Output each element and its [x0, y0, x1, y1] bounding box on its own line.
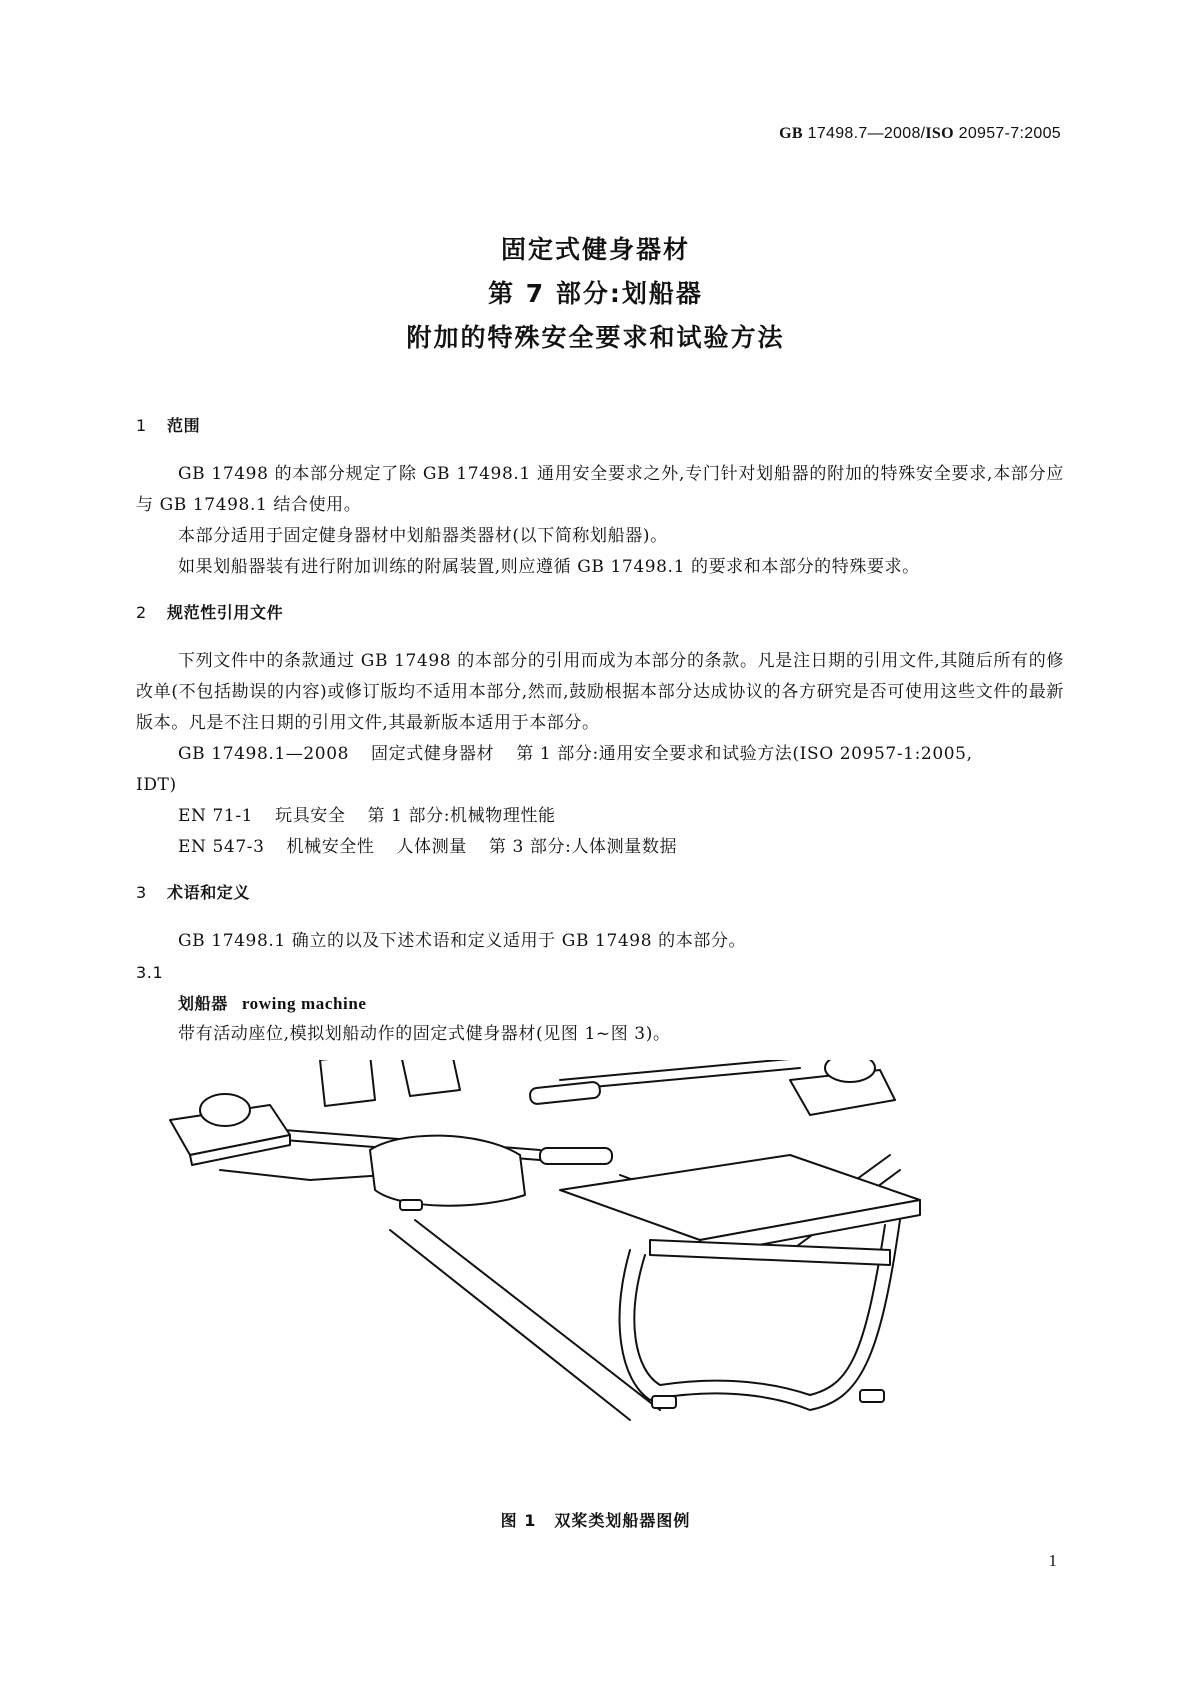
document-title — [0, 228, 1191, 360]
reference-en-547-3 — [136, 832, 1064, 863]
seat — [560, 1155, 920, 1240]
term-definition: 带有活动座位,模拟划船动作的固定式健身器材(见图 1~图 3)。 — [178, 1024, 671, 1044]
frame-rail — [390, 1230, 630, 1420]
section-3-paragraph-1: GB 17498.1 确立的以及下述术语和定义适用于 GB 17498 的本部分。 — [178, 931, 747, 951]
document-code — [779, 125, 1061, 143]
document-body — [136, 410, 1064, 1050]
right-footrest — [400, 1060, 460, 1096]
section-1-paragraph-3: 如果划船器装有进行附加训练的附属装置,则应遵循 GB 17498.1 的要求和本部分的特殊要求。 — [178, 557, 920, 577]
section-2-title: 规范性引用文件 — [167, 603, 284, 622]
title-line-2: 第 7 部分:划船器 — [488, 279, 703, 308]
figure-label: 图 1 — [500, 1511, 537, 1530]
left-oar-hub — [200, 1094, 250, 1126]
reference-1-continuation: IDT) — [136, 775, 177, 795]
left-oar-grip — [540, 1148, 612, 1164]
reference-2-subtitle: 第 1 部分:机械物理性能 — [367, 806, 556, 826]
term-entry — [136, 988, 1064, 1019]
section-1-heading — [136, 410, 1064, 441]
section-1-number: 1 — [136, 416, 147, 435]
section-2-paragraph-1: 下列文件中的条款通过 GB 17498 的本部分的引用而成为本部分的条款。凡是注日期的引用文件,其随后所有的修改单(不包括勘误的内容)或修订版均不适用本部分,然而,鼓励根据本部分达成协议的各方研究是否可使用这些文件的最新版本。凡是不注日期的引用文件,其最新版本适用于本部分。 — [136, 651, 1064, 733]
section-1-paragraph-1: GB 17498 的本部分规定了除 GB 17498.1 通用安全要求之外,专门针对划船器的附加的特殊安全要求,本部分应与 GB 17498.1 结合使用。 — [136, 464, 1064, 515]
reference-3-title: 机械安全性 — [286, 837, 375, 857]
section-3-number: 3 — [136, 883, 147, 902]
reference-3-part: 人体测量 — [396, 837, 467, 857]
gb-prefix: GB — [779, 125, 803, 142]
section-2-heading — [136, 597, 1064, 628]
term-english: rowing machine — [241, 994, 367, 1013]
section-1-paragraph-2: 本部分适用于固定健身器材中划船器类器材(以下简称划船器)。 — [178, 526, 668, 546]
base-housing — [370, 1136, 525, 1206]
figure-caption — [0, 1508, 1191, 1531]
section-3-heading — [136, 877, 1064, 908]
reference-en-71-1 — [136, 801, 1064, 832]
term-number: 3.1 — [136, 963, 164, 982]
reference-1-title: 固定式健身器材 — [371, 744, 495, 764]
title-line-1: 固定式健身器材 — [500, 235, 690, 264]
reference-3-subtitle: 第 3 部分:人体测量数据 — [488, 837, 678, 857]
reference-2-title: 玩具安全 — [275, 806, 346, 826]
title-line-3: 附加的特殊安全要求和试验方法 — [406, 323, 785, 352]
frame-rail-inner — [415, 1220, 660, 1410]
section-1-title: 范围 — [167, 416, 201, 435]
right-oar-bar — [560, 1060, 800, 1080]
rowing-machine-figure — [160, 1060, 1060, 1490]
left-footrest — [320, 1060, 375, 1106]
page-number: 1 — [1048, 1551, 1057, 1570]
right-oar-hub — [825, 1060, 875, 1082]
rear-foot-left — [652, 1396, 676, 1408]
front-foot — [400, 1200, 422, 1210]
right-oar-grip — [529, 1081, 600, 1104]
rear-foot-right — [860, 1390, 884, 1402]
iso-number: 20957-7:2005 — [953, 125, 1061, 142]
gb-number: 17498.7—2008/ — [802, 125, 926, 142]
iso-prefix: ISO — [925, 125, 954, 142]
reference-1-code: GB 17498.1—2008 — [178, 744, 350, 764]
section-2-number: 2 — [136, 603, 147, 622]
reference-1-subtitle: 第 1 部分:通用安全要求和试验方法(ISO 20957-1:2005, — [516, 744, 973, 764]
section-3-title: 术语和定义 — [167, 883, 251, 902]
reference-2-code: EN 71-1 — [178, 806, 254, 826]
rowing-machine-illustration — [160, 1060, 1060, 1490]
reference-3-code: EN 547-3 — [178, 837, 265, 857]
reference-gb-17498-1 — [136, 739, 1064, 770]
term-chinese: 划船器 — [178, 994, 228, 1013]
figure-caption-text: 双桨类划船器图例 — [554, 1511, 691, 1530]
